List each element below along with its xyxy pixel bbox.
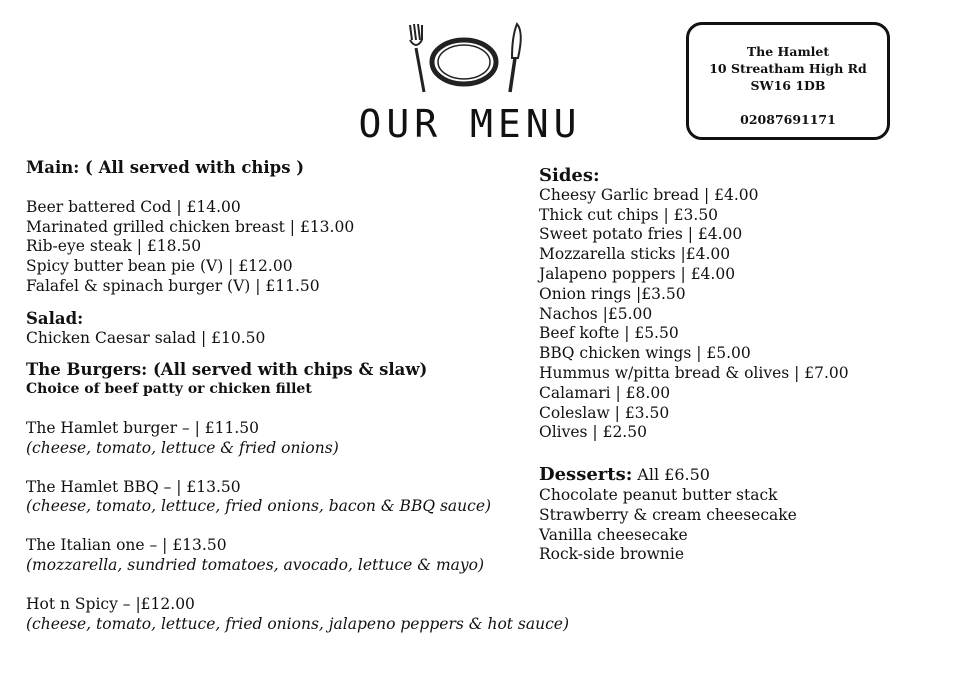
- burgers-heading: The Burgers: (All served with chips & slaw): [26, 360, 428, 380]
- menu-title: OUR MENU: [358, 102, 582, 146]
- menu-item: Beer battered Cod | £14.00: [26, 197, 241, 216]
- main-heading: Main: ( All served with chips ): [26, 158, 305, 177]
- menu-item: Rib-eye steak | £18.50: [26, 237, 202, 256]
- right-column: [539, 166, 939, 565]
- sides-heading: Sides:: [539, 165, 600, 186]
- salad-heading: Salad:: [26, 308, 84, 328]
- dessert-item: Vanilla cheesecake: [539, 525, 688, 544]
- dessert-item: Chocolate peanut butter stack: [539, 485, 778, 504]
- side-item: BBQ chicken wings | £5.00: [539, 344, 751, 363]
- burger-description: (cheese, tomato, lettuce & fried onions): [26, 438, 339, 457]
- street-address: 10 Streatham High Rd: [709, 61, 867, 76]
- side-item: Olives | £2.50: [539, 423, 647, 442]
- burger-name: Hot n Spicy – |£12.00: [26, 594, 195, 613]
- postcode: SW16 1DB: [750, 78, 826, 93]
- dessert-item: Strawberry & cream cheesecake: [539, 505, 797, 524]
- desserts-price-note: All £6.50: [637, 465, 710, 485]
- side-item: Cheesy Garlic bread | £4.00: [539, 185, 759, 204]
- burger-name: The Italian one – | £13.50: [26, 536, 227, 555]
- side-item: Sweet potato fries | £4.00: [539, 225, 743, 244]
- desserts-heading: Desserts:: [539, 464, 633, 486]
- plate-icon: [432, 40, 496, 84]
- side-item: Hummus w/pitta bread & olives | £7.00: [539, 363, 849, 382]
- burger-description: (cheese, tomato, lettuce, fried onions, jalapeno peppers & hot sauce): [26, 614, 570, 633]
- side-item: Jalapeno poppers | £4.00: [539, 264, 736, 283]
- burger-description: (cheese, tomato, lettuce, fried onions, bacon & BBQ sauce): [26, 497, 492, 516]
- restaurant-name: The Hamlet: [746, 44, 830, 59]
- menu-item: Marinated grilled chicken breast | £13.00: [26, 217, 355, 236]
- side-item: Mozzarella sticks |£4.00: [539, 245, 731, 264]
- dessert-item: Rock-side brownie: [539, 545, 685, 564]
- menu-item: Spicy butter bean pie (V) | £12.00: [26, 257, 293, 276]
- fork-icon: [410, 24, 424, 92]
- menu-item: Chicken Caesar salad | £10.50: [26, 328, 266, 347]
- desserts-header: [539, 465, 939, 486]
- side-item: Thick cut chips | £3.50: [539, 205, 719, 224]
- address-box: [686, 22, 890, 140]
- menu-item: Falafel & spinach burger (V) | £11.50: [26, 276, 320, 295]
- side-item: Coleslaw | £3.50: [539, 403, 670, 422]
- knife-icon: [510, 24, 521, 92]
- burger-name: The Hamlet burger – | £11.50: [26, 418, 259, 437]
- side-item: Onion rings |£3.50: [539, 284, 686, 303]
- burger-name: The Hamlet BBQ – | £13.50: [26, 477, 241, 496]
- side-item: Nachos |£5.00: [539, 304, 653, 323]
- burgers-subheading: Choice of beef patty or chicken fillet: [26, 381, 312, 398]
- phone-number: 02087691171: [740, 112, 836, 127]
- plate-cutlery-icon: [400, 20, 540, 100]
- side-item: Calamari | £8.00: [539, 383, 671, 402]
- burger-description: (mozzarella, sundried tomatoes, avocado, lettuce & mayo): [26, 555, 485, 574]
- side-item: Beef kofte | £5.50: [539, 324, 679, 343]
- menu-logo: [310, 10, 630, 150]
